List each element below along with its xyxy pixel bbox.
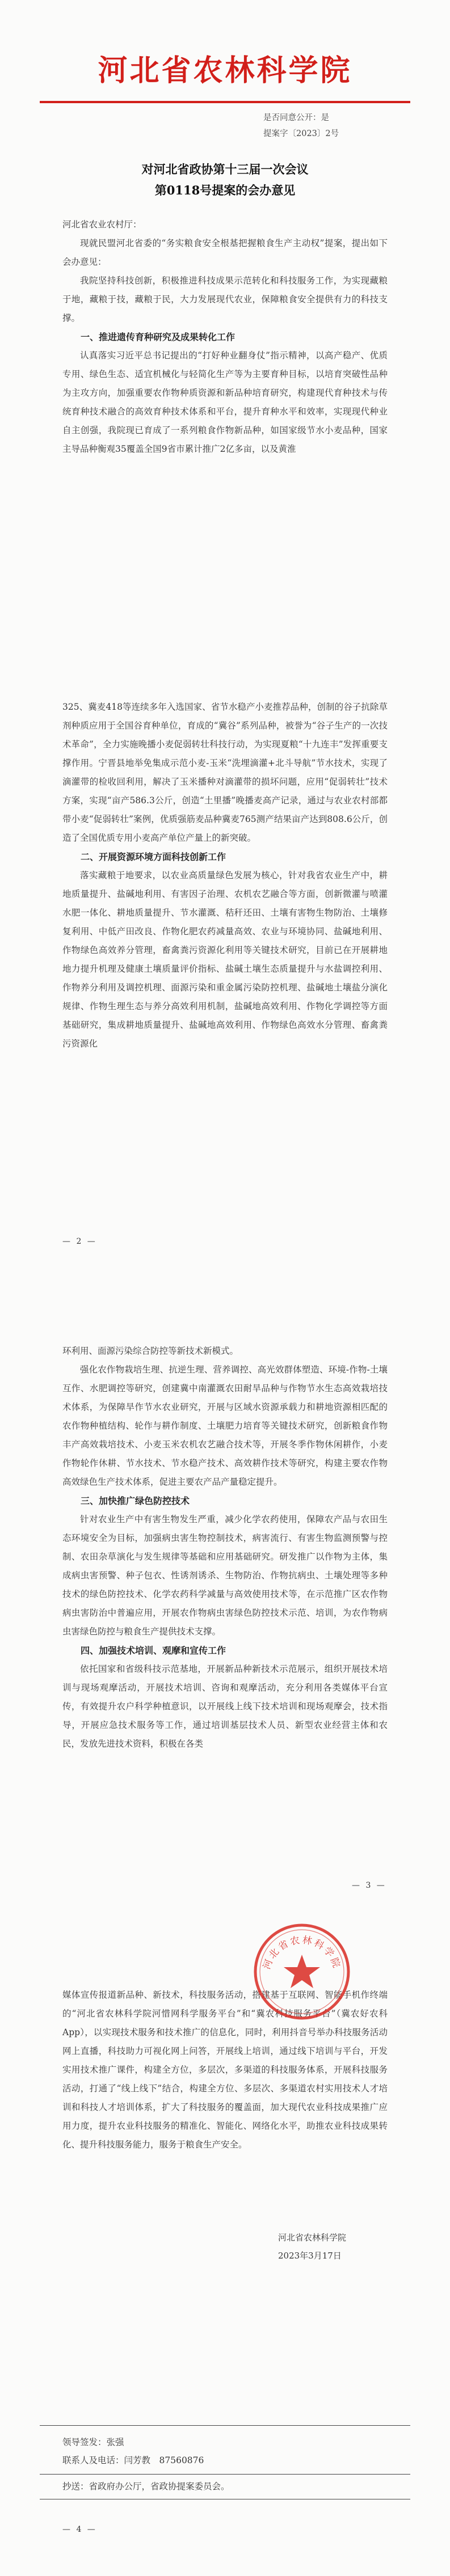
paragraph: 环利用、面源污染综合防控等新技术新模式。 xyxy=(62,1346,239,1356)
paragraph: 媒体宣传报道新品种、新技术，科技服务活动，搭建基于互联网、智能手机作终端的“河北省农林科学院河惜网科学服务平台”和“冀农科技服务平台”（冀农好农科App），以实现技术服务和技术推广的信息化，同时，利用抖音号举办科技服务活动网上直播，科技助力可视化网上问答，开展线上培训，通过线下培训与平台，开发实用技术推广课件，构建全方位，多层次，多渠道的科技服务体系，开展科技服务活动，打通了“线上线下”结合，构建全方位、多层次、多渠道农村实用技术人才培训和科技人才培训体系，扩大了科技服务的覆盖面，加大现代农业科技成果推广应用力度，提升农业科技服务的精准化、智能化、网络化水平，助推农业科技成果转化、提升科技服务能力，服务于粮食生产安全。 xyxy=(62,1990,388,2150)
page-number: — 4 — xyxy=(62,2525,97,2534)
page-4 xyxy=(0,1932,450,2576)
footer-rule xyxy=(40,2474,410,2475)
official-seal-icon xyxy=(252,1922,352,2022)
paragraph: 认真落实习近平总书记提出的“打好种业翻身仗”指示精神，以高产稳产、优质专用、绿色生态、适宜机械化与轻简化生产等为主要育种目标，以培育突破性品种为主攻方向，加强重要农作物种质资源和新品种培育研究，构建现代育种技术与传统育种技术融合的高效育种技术体系和平台，提升育种水平和效率，实现现代种业自主创强，我院现已育成了一系列粮食作物新品种，如国家级节水小麦品种，国家主导品种衡观35覆盖全国9省市累计推广2亿多亩，以及黄淮 xyxy=(62,350,388,454)
signoff-date: 2023年3月17日 xyxy=(278,2251,342,2261)
paragraph: 我院坚持科技创新，积极推进科技成果示范转化和科技服务工作，为实现藏粮于地，藏粮于技，藏粮于民，大力发展现代农业，保障粮食安全提供有力的科技支撑。 xyxy=(62,276,388,323)
section-heading: 三、加快推广绿色防控技术 xyxy=(81,1495,190,1506)
paragraph: 强化农作物栽培生理、抗逆生理、营养调控、高光效群体塑造、环境-作物-土壤互作、水肥调控等研究，创建冀中南灌溉农田耐旱品种与作物节水生态高效栽培技术体系，为保障旱作节水农业研究，开展与区域水资源承载力和耕地资源相匹配的农作物种植结构、轮作与耕作制度、土壤肥力培育等关键技术研究，创新粮食作物丰产高效栽培技术、小麦玉米农机农艺融合技术等，开展冬季作物休闲耕作，小麦作物轮作休耕、节水技术、节水稳产技术、高效耕作技术等研究，构建主要农作物高效绿色生产技术体系，促进主要农产品产量稳定提升。 xyxy=(62,1365,388,1487)
contact-info: 联系人及电话：闫芳教 87560876 xyxy=(62,2455,204,2465)
section-heading: 四、加强技术培训、观摩和宣传工作 xyxy=(81,1645,226,1656)
leader-sign: 领导签发：张强 xyxy=(62,2437,124,2447)
svg-text:河北省农林科学院: 河北省农林科学院 xyxy=(261,1934,343,1971)
page-3 xyxy=(0,1288,450,1932)
page1-body xyxy=(62,215,388,459)
masthead-org: 河北省农林科学院 xyxy=(98,54,352,88)
publish-note: 是否同意公开：是 xyxy=(263,113,329,122)
page-number: — 3 — xyxy=(352,1881,386,1890)
masthead-rule xyxy=(40,101,410,103)
salutation: 河北省农业农村厅： xyxy=(62,219,142,230)
doc-title-line2: 第0118号提案的会办意见 xyxy=(154,183,296,197)
cc-list: 抄送：省政府办公厅，省政协提案委员会。 xyxy=(62,2481,230,2492)
section-heading: 二、开展资源环境方面科技创新工作 xyxy=(81,851,226,862)
footer-rule xyxy=(40,2425,410,2426)
section-heading: 一、推进遗传育种研究及成果转化工作 xyxy=(81,332,235,342)
page-number: — 2 — xyxy=(62,1237,97,1246)
paragraph: 依托国家和省级科技示范基地，开展新品种新技术示范展示，组织开展技术培训与现场观摩活动，开展技术培训、咨询和观摩活动，充分利用各类媒体平台宣传，有效提升农户科学种植意识，以开展线上线下技术培训和现场观摩会，技术指导，开展应急技术服务等工作，通过培训基层技术人员、新型农业经营主体和农民，发放先进技术资料，积极在各类 xyxy=(62,1664,388,1749)
paragraph: 落实藏粮于地要求，以农业高质量绿色发展为核心，针对我省农业生产中，耕地质量提升、盐碱地利用、有害因子治理、农机农艺融合等方面，创新微灌与喷灌水肥一体化、耕地质量提升、节水灌溉、秸秆还田、土壤有害物生物防治、土壤修复利用、中低产田改良、作物化肥农药减量高效、农业与环境协同、盐碱地利用、作物绿色高效养分管理，畜禽粪污资源化利用等关键技术研究，目前已在开展耕地地力提升机理及健康土壤质量评价指标、盐碱土壤生态质量提升与水盐调控利用、作物养分利用及调控机理、面源污染和重金属污染防控机理、盐碱地土壤盐分演化规律、作物生理生态与养分高效利用机制，盐碱地高效利用、作物化学调控等方面基础研究，集成耕地质量提升、盐碱地高效利用、作物绿色高效水分管理、畜禽粪污资源化 xyxy=(62,870,388,1049)
proposal-number: 提案字〔2023〕2号 xyxy=(263,129,339,138)
doc-title-line1: 对河北省政协第十三届一次会议 xyxy=(141,162,309,176)
page3-body xyxy=(62,1342,388,1753)
page-2 xyxy=(0,644,450,1288)
page2-body xyxy=(62,698,388,1053)
paragraph: 325、冀麦418等连续多年入选国家、省节水稳产小麦推荐品种，创制的谷子抗除草剂种质应用于全国谷育种单位，育成的“冀谷”系列品种，被誉为“谷子生产的一次技术革命”，全力实施晚播小麦促弱转壮科技行动，为实现夏粮“十九连丰”发挥重要支撑作用。宁晋县地举免集成示范小麦-玉米“洗埋滴灌+北斗导航”节水技术，实现了滴灌带的检收回利用，解决了玉米播种对滴灌带的损坏问题，应用“促弱转壮”技术方案，实现“亩产586.3公斤，创造“土里播”晚播麦高产记录，通过与农业农村部都带小麦“促弱转壮”案例，优质强筋麦品种冀麦765测产结果亩产达到808.6公斤，创造了全国优质专用小麦高产单位产量上的新突破。 xyxy=(62,702,388,843)
paragraph: 针对农业生产中有害生物发生严重，减少化学农药使用，保障农产品与农田生态环境安全为目标，加强病虫害生物控制技术，病害流行、有害生物监测预警与控制、农田杂草演化与发生规律等基础和应用基础研究。研发推广以作物为主体，集成病虫害预警、种子包衣、性诱剂诱杀、生物防治、作物抗病虫、土壤处理等多种技术的绿色防控技术、化学农药科学减量与高效使用技术等，在示范推广区农作物病虫害防治中普遍应用，开展农作物病虫害绿色防控技术示范、培训，为农作物病虫害绿色防控与粮食生产提供技术支撑。 xyxy=(62,1514,388,1637)
paragraph: 现就民盟河北省委的“务实粮食安全根基把握粮食生产主动权”提案，提出如下会办意见： xyxy=(62,238,388,267)
signoff-org: 河北省农林科学院 xyxy=(278,2232,347,2243)
page-1 xyxy=(0,0,450,644)
